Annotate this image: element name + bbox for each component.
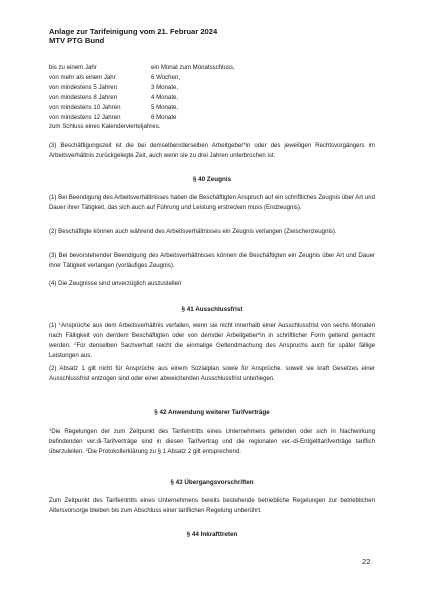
- sentence-text: Die Protokollerklärung zu § 1 Absatz 2 gilt entsprechend.: [87, 448, 241, 455]
- notice-period: 6 Monate: [151, 114, 177, 121]
- sentence-text: Die Regelungen der zum Zeitpunkt des Tarifeintritts eines Unternehmens geltenden oder sich in Nachwirkung befindenden ver.di-Tarifverträge sind in diesen Tarifvertrag und die regionalen ver.-di-Entgelttarifverträge tariflich überzuleiten.: [49, 428, 375, 455]
- page-number: 22: [362, 557, 371, 566]
- notice-period: 4 Monate,: [151, 94, 179, 101]
- notice-duration: von mindestens 10 Jahren: [49, 104, 121, 111]
- section-42-paragraph: [49, 427, 375, 457]
- section-43-heading: § 43 Übergangsvorschriften: [170, 479, 254, 486]
- paragraph-3: (3) Beschäftigungszeit ist die bei demselben/derselben Arbeitgeber*in oder des jeweiligen Rechtsvorgängers im Arbeitsverhältnis zurückgelegte Zeit, auch wenn sie zu drei Jahren unterbrochen ist.: [49, 142, 375, 159]
- notice-period: 3 Monate,: [151, 84, 179, 91]
- section-40-paragraph-1: (1) Bei Beendigung des Arbeitsverhältnisses haben die Beschäftigten Anspruch auf ein schriftliches Zeugnis über Art und Dauer ihrer Tätigkeit, das sich auch auf Führung und Leistung erstrecken muss (Endzeugnis).: [49, 194, 375, 211]
- notice-row: [49, 83, 379, 93]
- notice-duration: von mindestens 8 Jahren: [49, 94, 118, 101]
- sentence-number: 2: [85, 447, 88, 452]
- notice-footer: zum Schluss eines Kalendervierteljahres.: [49, 123, 161, 130]
- notice-period-table: [49, 63, 379, 123]
- sentence-text: Ansprüche aus dem Arbeitsverhältnis verfallen, wenn sie nicht innerhalb einer Ausschlussfrist von sechs Monaten nach Fälligkeit von der/dem Beschäftigten oder von dem/der Arbeitgeber*in in schriftlicher Form geltend gemacht werden.: [49, 322, 375, 349]
- notice-period: 6 Wochen,: [151, 74, 181, 81]
- sentence-number: 1: [58, 321, 61, 326]
- notice-duration: von mehr als einem Jahr: [49, 74, 116, 81]
- notice-duration: bis zu einem Jahr: [49, 64, 97, 71]
- sentence-number: 1: [49, 427, 52, 432]
- header-title: Anlage zur Tarifeinigung vom 21. Februar 2024: [49, 27, 218, 36]
- notice-period: ein Monat zum Monatsschluss,: [151, 64, 235, 71]
- document-header: [49, 27, 217, 46]
- section-41-heading: § 41 Ausschlussfrist: [181, 306, 243, 313]
- sentence-text: Für denselben Sachverhalt reicht die einmalige Geltendmachung des Anspruchs auch für später fällige Leistungen aus.: [49, 342, 375, 359]
- notice-duration: von mindestens 12 Jahren: [49, 114, 121, 121]
- sentence-number: 2: [74, 341, 77, 346]
- section-40-paragraph-3: (3) Bei bevorstehender Beendigung des Arbeitsverhältnisses können die Beschäftigten ein Zeugnis über Art und Dauer ihrer Tätigkeit verlangen (vorläufiges Zeugnis).: [49, 252, 375, 269]
- section-40-heading: § 40 Zeugnis: [192, 176, 232, 183]
- paragraph-number: (1): [49, 322, 59, 329]
- section-43-paragraph: Zum Zeitpunkt des Tarifeintritts eines Unternehmens bereits bestehende betriebliche Regelungen zur betrieblichen Altersvorsorge bleiben bis zum Abschluss einer tariflichen Regelung unberührt.: [49, 497, 375, 514]
- section-40-paragraph-4: (4) Die Zeugnisse sind unverzüglich auszustellen: [49, 280, 182, 287]
- section-41-paragraph-2: (2) Absatz 1 gilt nicht für Ansprüche aus einem Sozialplan sowie für Ansprüche, soweit sie kraft Gesetzes einer Ausschlussfrist entzogen sind oder einer abweichenden Ausschlussfrist unterliegen.: [49, 365, 375, 382]
- notice-period: 5 Monate,: [151, 104, 179, 111]
- section-41-paragraph-1: [49, 321, 375, 361]
- header-subtitle: MTV PTG Bund: [49, 36, 105, 46]
- notice-row: [49, 73, 379, 83]
- notice-duration: von mindestens 5 Jahren: [49, 84, 118, 91]
- section-40-paragraph-2: (2) Beschäftigte können auch während des Arbeitsverhältnisses ein Zeugnis verlangen (Zwischenzeugnis).: [49, 228, 337, 235]
- section-42-heading: § 42 Anwendung weiterer Tarifverträge: [154, 409, 270, 416]
- section-44-heading: § 44 Inkrafttreten: [186, 531, 238, 538]
- notice-row: [49, 93, 379, 103]
- notice-row: [49, 63, 379, 73]
- notice-row: [49, 103, 379, 113]
